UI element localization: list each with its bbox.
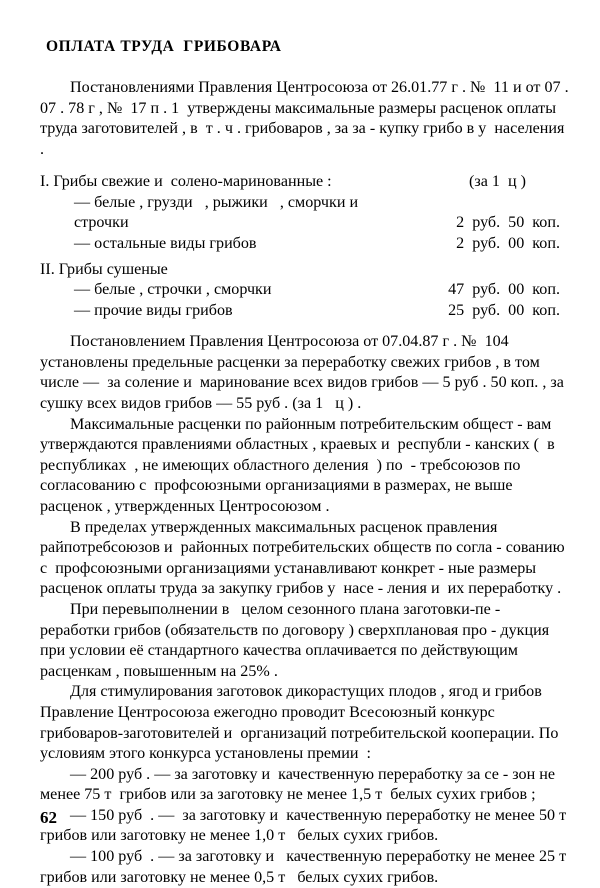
paragraph-3: Максимальные расценки по районным потребительским общест - вам утверждаются правлениями областных , краевых и республи - канских ( в республиках , не имеющих областного деления ) по - требсоюзов по согласованию с профсоюзными организациями в размерах, не выше расценок , утвержденных Центросоюзом . [40,415,559,515]
price-table-section-2 [40,260,570,321]
item-price-1b: 2 руб. 00 коп. [456,234,560,252]
item-label-1a: — белые , грузди , рыжики , сморчки и [74,193,359,211]
item-label-2b: — прочие виды грибов [74,301,233,319]
item-price-1a: 2 руб. 50 коп. [456,214,560,232]
item-price-2b: 25 руб. 00 коп. [448,301,560,319]
item-label-1b: — остальные виды грибов [74,234,257,252]
section-heading-1: I. Грибы свежие и солено-маринованные : [40,173,332,191]
page-number: 62 [40,808,57,827]
table-row [40,234,570,254]
item-label-2a: — белые , строчки , сморчки [74,281,272,299]
document-body [40,78,575,888]
page-title: ОПЛАТА ТРУДА ГРИБОВАРА [46,38,282,55]
paragraph-4: В пределах утвержденных максимальных расценок правления райпотребсоюзов и районных потребительских обществ по согла - сованию с профсоюзными организациями устанавливают конкрет - ные размеры расценок оплаты труда за закупку грибов у насе - ления и их переработку . [40,518,569,598]
paragraph-1: Постановлениями Правления Центросоюза от 26.01.77 г . № 11 и от 07 . 07 . 78 г , № 17 п . 1 утверждены максимальные размеры расценок оплаты труда заготовителей , в т . ч . грибоваров , за за - купку грибо в у населения . [40,79,573,158]
paragraph-premium-100: — 100 руб . — за заготовку и качественную переработку не менее 25 т грибов или заготовку не менее 0,5 т белых сухих грибов. [40,848,575,886]
section-heading-2: II. Грибы сушеные [40,261,168,278]
paragraph-premium-200: — 200 руб . — за заготовку и качественную переработку за се - зон не менее 75 т грибов или за заготовку не менее 1,5 т белых сухих грибов ; [40,765,560,804]
paragraph-premium-150: — 150 руб . — за заготовку и качественную переработку не менее 50 т грибов или заготовку не менее 1,0 т белых сухих грибов. [40,806,575,845]
table-row [40,193,570,213]
paragraph-6: Для стимулирования заготовок дикорастущих плодов , ягод и грибов Правление Центросоюза ежегодно проводит Всесоюзный конкурс грибоваров-заготовителей и организаций потребительской кооперации. По условиям этого конкурса установлены премии : [40,683,563,763]
table-row [40,213,570,233]
unit-note: (за 1 ц ) [469,173,526,191]
price-table-section-1 [40,172,570,254]
table-row [40,280,570,300]
spacer [40,321,570,332]
table-row [40,301,570,321]
item-label-1a-cont: строчки [74,214,129,232]
paragraph-5: При перевыполнении в целом сезонного плана заготовки-пе - реработки грибов (обязательств по договору ) сверхплановая про - дукция при условии её стандартного качества оплачивается по действующим расценкам , повышенным на 25% . [40,600,554,680]
paragraph-2: Постановлением Правления Центросоюза от 07.04.87 г . № 104 установлены предельные расценки за переработку свежих грибов , в том числе — за соление и маринование всех видов грибов — 5 руб . 50 коп. , за сушку всех видов грибов — 55 руб . (за 1 ц ) . [40,333,568,412]
table-row [40,260,570,280]
spacer [40,160,570,166]
item-price-2a: 47 руб. 00 коп. [448,281,560,299]
table-row [40,172,570,192]
